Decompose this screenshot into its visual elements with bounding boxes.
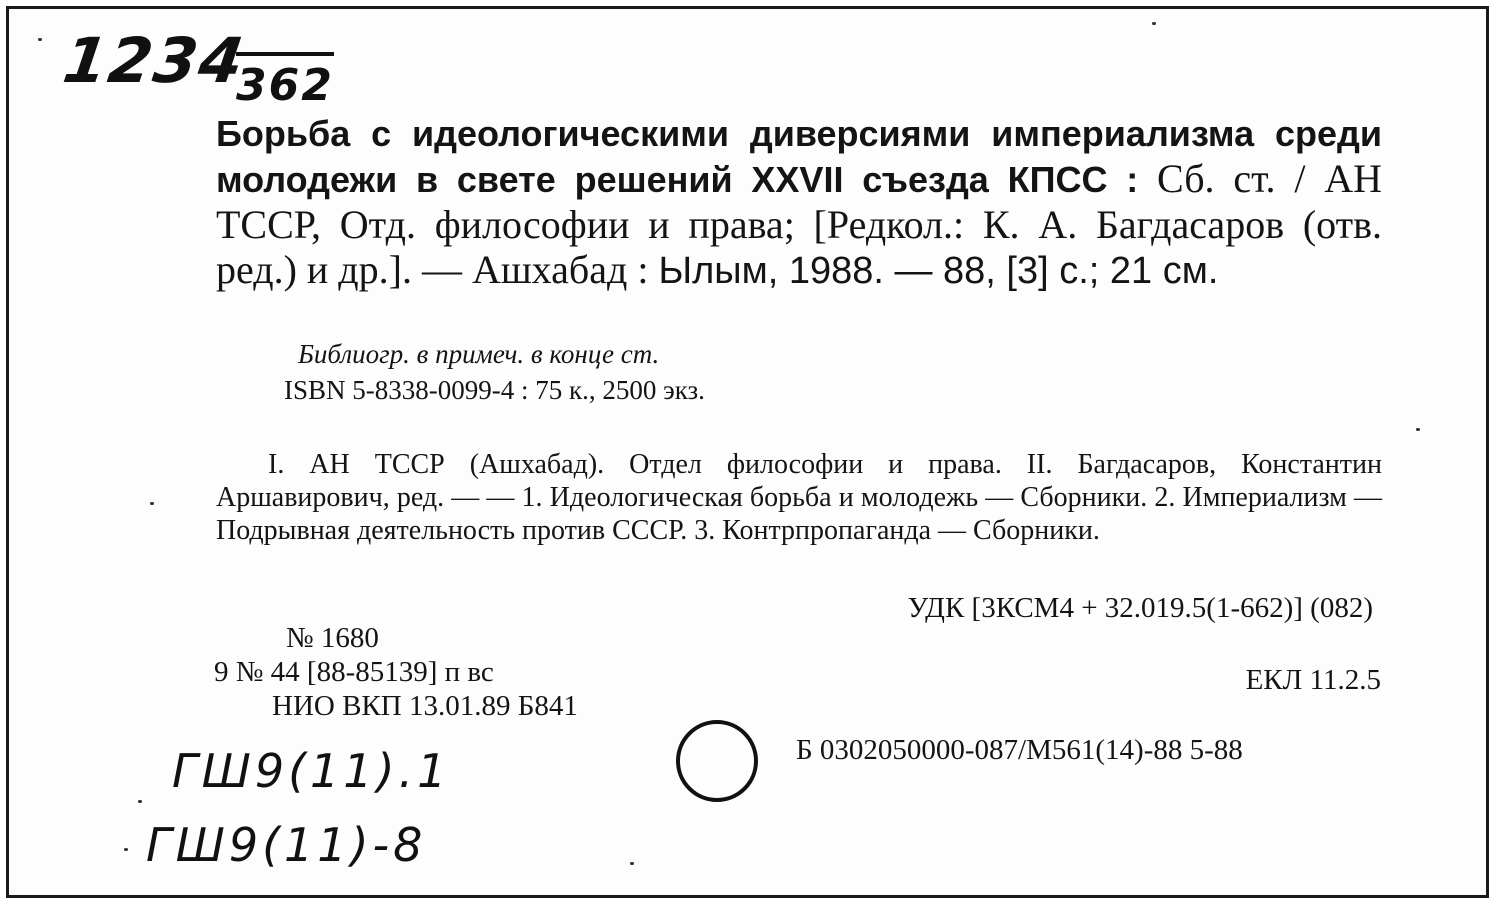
handwritten-call-number-sub: 362 (236, 52, 334, 111)
publication-data: Ылым, 1988. — 88, [3] с.; 21 см. (658, 250, 1219, 292)
title-lead: Борьба с идеологическими диверсиями империализма среди молодежи в свете решений XXVII съезда КПСС : (216, 113, 1382, 200)
circle-mark-icon (676, 720, 758, 802)
bibliographic-description (216, 110, 1382, 294)
bbk-code: Б 0302050000-087/М561(14)-88 5-88 (796, 734, 1243, 766)
udk-code: УДК [3КСМ4 + 32.019.5(1-662)] (082) (907, 592, 1373, 624)
speck (1416, 428, 1420, 431)
order-number: 9 № 44 [88-85139] п вс (214, 656, 494, 688)
speck (38, 38, 42, 41)
subject-tracings: I. АН ТССР (Ашхабад). Отдел философии и права. II. Багдасаров, Константин Аршавирович, ред. — — 1. Идеологическая борьба и молодежь — Сборники. 2. Империализм — Подрывная деятельность против СССР. 3. Контрпропаганда — Сборники. (216, 449, 1382, 546)
registration-number: № 1680 (286, 622, 379, 654)
speck (1152, 22, 1156, 25)
handwritten-call-number: 1234 (58, 24, 250, 97)
handwritten-shelf-code-1: ГШ9(11).1 (172, 744, 451, 798)
ekl-code: ЕКЛ 11.2.5 (1245, 664, 1381, 696)
bibliography-note: Библиогр. в примеч. в конце ст. (298, 339, 660, 369)
speck (630, 862, 634, 865)
isbn-line: ISBN 5-8338-0099-4 : 75 к., 2500 экз. (284, 375, 705, 405)
speck (150, 502, 154, 505)
title-rest: Сб. ст. / АН ТССР, Отд. философии и права; [Редкол.: К. А. Багдасаров (отв. ред.) и др.]. — Ашхабад : (216, 156, 1383, 292)
speck (124, 848, 128, 851)
notes-block (284, 336, 705, 408)
handwritten-shelf-code-2: ГШ9(11)-8 (146, 818, 427, 872)
nio-line: НИО ВКП 13.01.89 Б841 (272, 690, 578, 722)
speck (138, 800, 142, 803)
